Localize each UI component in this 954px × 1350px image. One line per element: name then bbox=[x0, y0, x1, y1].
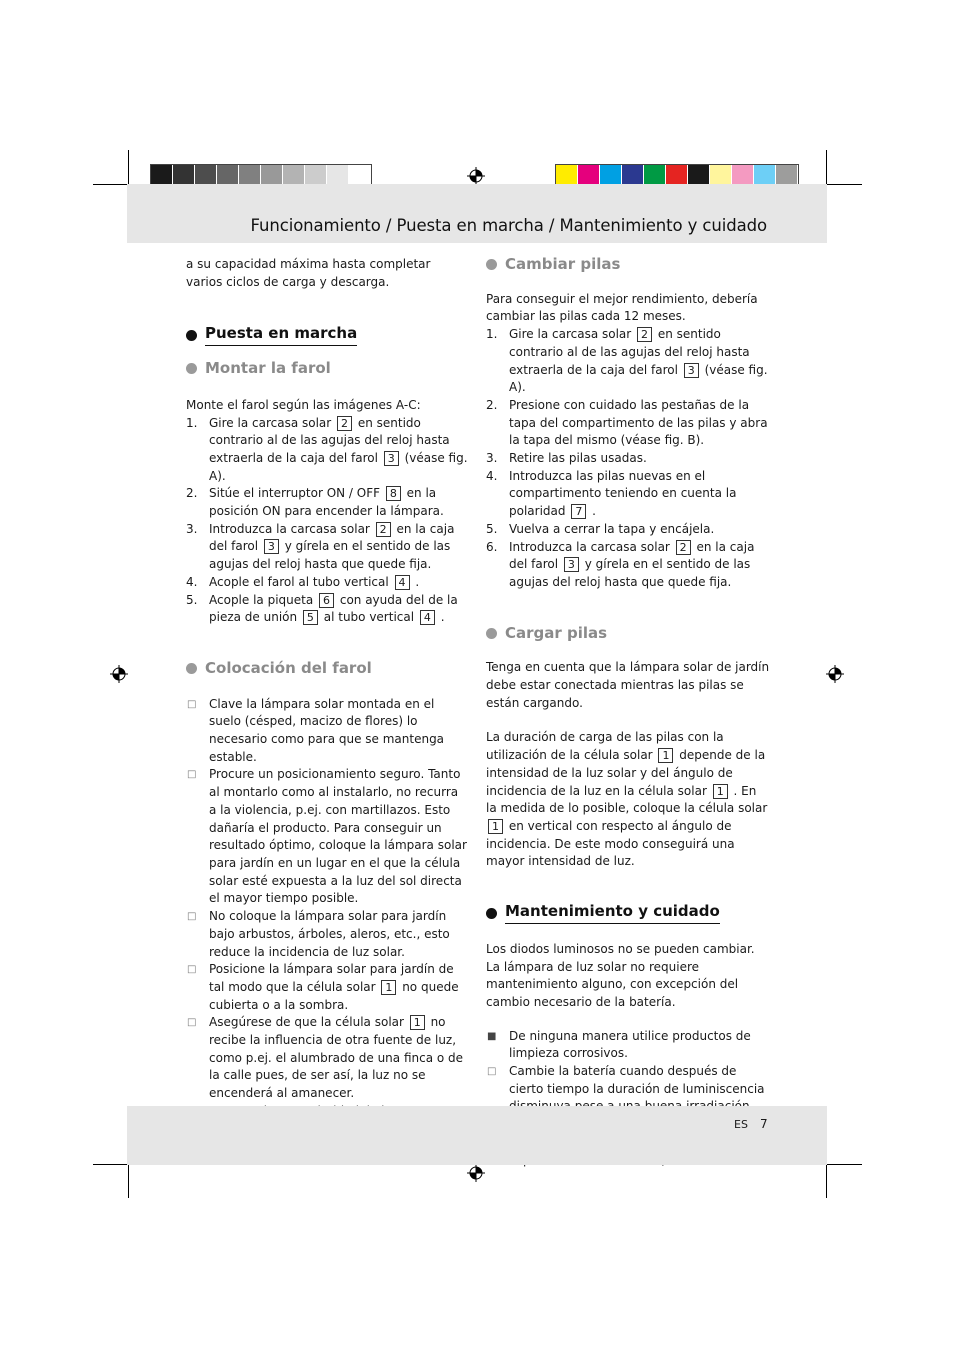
text-segment: La duración de carga de las pilas con la utilización de la célula solar bbox=[486, 730, 724, 763]
left-column bbox=[186, 256, 468, 1156]
text-segment: Acople el farol al tubo vertical bbox=[209, 574, 393, 589]
color-swatch bbox=[710, 165, 732, 186]
text-segment: depende de la intensidad de la luz solar y del ángulo de incidencia de la luz en la célula solar bbox=[486, 748, 766, 798]
reference-number-box: 8 bbox=[386, 486, 401, 501]
step-number: 5. bbox=[486, 521, 498, 536]
color-swatch bbox=[283, 165, 305, 186]
step-number: 3. bbox=[486, 451, 498, 466]
crop-mark bbox=[128, 150, 129, 186]
list-item bbox=[486, 326, 770, 397]
text-segment: y gírela en el sentido de las agujas del reloj hasta que quede fija. bbox=[509, 557, 751, 589]
text-segment: Introduzca la carcasa solar bbox=[509, 539, 674, 554]
list-item bbox=[486, 450, 770, 468]
intro-paragraph: a su capacidad máxima hasta completar varios ciclos de carga y descarga. bbox=[186, 257, 431, 289]
cambiar-intro: Para conseguir el mejor rendimiento, debería cambiar las pilas cada 12 meses. bbox=[486, 291, 758, 324]
page-number: 7 bbox=[760, 1117, 768, 1131]
text-segment: No coloque la lámpara solar para jardín bajo arbustos, árboles, aleros, etc., esto reduce la incidencia de luz solar. bbox=[209, 909, 450, 959]
list-item bbox=[486, 539, 770, 592]
section-heading: Puesta en marcha bbox=[186, 325, 468, 346]
color-swatch bbox=[305, 165, 327, 186]
color-swatch bbox=[195, 165, 217, 186]
bullet-dot-icon bbox=[186, 363, 197, 374]
reference-number-box: 2 bbox=[676, 540, 691, 555]
text-segment: en la caja del farol bbox=[509, 539, 755, 572]
registration-mark-icon bbox=[467, 1164, 485, 1182]
text-segment: . bbox=[436, 610, 445, 625]
color-swatch bbox=[239, 165, 261, 186]
step-number: 4. bbox=[186, 574, 198, 589]
crop-mark bbox=[826, 184, 862, 185]
footer-band bbox=[127, 1106, 827, 1165]
section-heading: Cargar pilas bbox=[486, 625, 770, 643]
reference-number-box: 1 bbox=[410, 1015, 425, 1030]
text-segment: De ninguna manera utilice productos de limpieza corrosivos. bbox=[509, 1028, 751, 1061]
crop-mark bbox=[93, 184, 129, 185]
text-segment: . En la medida de lo posible, coloque la célula solar bbox=[486, 783, 768, 816]
reference-number-box: 2 bbox=[637, 327, 652, 342]
list-item bbox=[186, 961, 468, 1014]
list-item bbox=[486, 521, 770, 539]
registration-mark-icon bbox=[467, 167, 485, 185]
reference-number-box: 4 bbox=[420, 610, 435, 625]
color-swatch bbox=[556, 165, 578, 186]
section-heading: Montar la farol bbox=[186, 360, 468, 378]
crop-mark bbox=[128, 1162, 129, 1198]
color-swatch bbox=[622, 165, 644, 186]
section-heading: Mantenimiento y cuidado bbox=[486, 903, 770, 924]
list-item bbox=[186, 592, 468, 627]
list-item bbox=[186, 521, 468, 574]
text-segment: Cambie la batería cuando después de cierto tiempo la duración de luminiscencia bbox=[509, 1064, 765, 1096]
color-swatch bbox=[349, 165, 371, 186]
crop-mark bbox=[826, 1164, 862, 1165]
text-segment: Clave la lámpara solar montada en el suelo (césped, macizo de flores) lo necesario como para que se mantenga estable. bbox=[209, 696, 445, 764]
square-bullet-icon: □ bbox=[187, 964, 197, 976]
square-bullet-icon: □ bbox=[187, 1017, 197, 1029]
list-item bbox=[486, 397, 770, 450]
registration-mark-icon bbox=[826, 665, 844, 683]
text-segment: Retire las pilas usadas. bbox=[509, 451, 647, 466]
reference-number-box: 3 bbox=[384, 451, 399, 466]
list-item bbox=[186, 415, 468, 486]
reference-number-box: 5 bbox=[303, 610, 318, 625]
reference-number-box: 3 bbox=[264, 539, 279, 554]
list-item bbox=[186, 766, 468, 908]
step-number: 1. bbox=[486, 327, 498, 342]
bullet-dot-icon bbox=[486, 628, 497, 639]
reference-number-box: 1 bbox=[713, 784, 728, 799]
header-band bbox=[127, 184, 827, 243]
list-item bbox=[186, 485, 468, 520]
section-heading: Colocación del farol bbox=[186, 660, 468, 678]
text-segment: . bbox=[588, 504, 596, 519]
text-segment: no recibe la influencia de otra fuente de luz, como p.ej. el alumbrado de una finca o de la calle pues, de ser así, la luz no se encenderá al amanecer. bbox=[209, 1015, 464, 1101]
step-number: 5. bbox=[186, 592, 198, 607]
text-segment: Gire la carcasa solar bbox=[509, 327, 636, 342]
list-item bbox=[186, 574, 468, 592]
colocacion-list bbox=[186, 696, 468, 1156]
bullet-dot-icon bbox=[486, 259, 497, 270]
square-bullet-icon: □ bbox=[187, 911, 197, 923]
text-segment: en la caja del farol bbox=[209, 521, 455, 554]
color-swatch bbox=[151, 165, 173, 186]
step-number: 2. bbox=[186, 486, 198, 501]
text-segment: Introduzca la carcasa solar bbox=[209, 521, 374, 536]
step-number: 3. bbox=[186, 521, 198, 536]
cargar-paragraph-2 bbox=[486, 729, 770, 871]
color-swatch bbox=[776, 165, 798, 186]
text-segment: en vertical con respecto al ángulo de incidencia. De este modo conseguirá una mayor intensidad de luz. bbox=[486, 818, 735, 869]
list-item bbox=[186, 908, 468, 961]
reference-number-box: 2 bbox=[376, 522, 391, 537]
crop-mark bbox=[826, 1162, 827, 1198]
reference-number-box: 6 bbox=[319, 593, 334, 608]
text-segment: . bbox=[411, 574, 420, 589]
list-item bbox=[486, 1028, 770, 1063]
color-swatch bbox=[600, 165, 622, 186]
color-swatch bbox=[173, 165, 195, 186]
registration-mark-icon bbox=[110, 665, 128, 683]
crop-mark bbox=[826, 150, 827, 186]
text-segment: Acople la piqueta bbox=[209, 592, 318, 607]
text-segment: Asegúrese de que la célula solar bbox=[209, 1015, 408, 1030]
square-bullet-icon: □ bbox=[487, 1066, 497, 1078]
color-swatch bbox=[578, 165, 600, 186]
text-segment: Vuelva a cerrar la tapa y encájela. bbox=[509, 521, 715, 536]
color-swatch bbox=[666, 165, 688, 186]
bullet-dot-icon bbox=[186, 663, 197, 674]
list-item bbox=[486, 468, 770, 521]
text-segment: (véase fig. A). bbox=[209, 450, 468, 483]
reference-number-box: 1 bbox=[658, 748, 673, 763]
text-segment: y gírela en el sentido de las agujas del reloj hasta que quede fija. bbox=[209, 539, 451, 572]
text-segment: Presione con cuidado las pestañas de la tapa del compartimento de las pilas y abra la tapa del mismo (véase fig. B). bbox=[509, 397, 768, 448]
right-column bbox=[486, 256, 770, 1169]
color-swatch bbox=[688, 165, 710, 186]
bullet-dot-icon bbox=[186, 330, 197, 341]
reference-number-box: 7 bbox=[571, 504, 586, 519]
text-segment: no quede cubierta o a la sombra. bbox=[209, 979, 459, 1012]
text-segment: Introduzca las pilas nuevas en el compartimento teniendo en cuenta la polaridad bbox=[509, 468, 737, 519]
montar-intro: Monte el farol según las imágenes A-C: bbox=[186, 397, 421, 412]
text-segment: en la posición ON para encender la lámpara. bbox=[209, 486, 444, 519]
reference-number-box: 3 bbox=[684, 363, 699, 378]
text-segment: Gire la carcasa solar bbox=[209, 415, 336, 430]
text-segment: Posicione la lámpara solar para jardín de tal modo que la célula solar bbox=[209, 962, 454, 994]
step-number: 4. bbox=[486, 468, 498, 483]
text-segment: en sentido contrario al de las agujas del reloj hasta extraerla de la caja del farol bbox=[209, 415, 450, 465]
reference-number-box: 3 bbox=[564, 557, 579, 572]
reference-number-box: 2 bbox=[337, 416, 352, 431]
text-segment: en sentido contrario al de las agujas del reloj hasta extraerla de la caja del farol bbox=[509, 327, 750, 377]
color-swatch bbox=[732, 165, 754, 186]
color-swatch bbox=[261, 165, 283, 186]
language-code: ES bbox=[734, 1118, 748, 1131]
step-number: 1. bbox=[186, 415, 198, 430]
cambiar-steps-list bbox=[486, 326, 770, 592]
color-swatch bbox=[644, 165, 666, 186]
mantenimiento-paragraph: Los diodos luminosos no se pueden cambiar. La lámpara de luz solar no requiere mantenimiento alguno, con excepción del cambio necesario de la batería. bbox=[486, 941, 755, 1009]
section-heading: Cambiar pilas bbox=[486, 256, 770, 274]
text-segment: Sitúe el interruptor ON / OFF bbox=[209, 486, 384, 501]
step-number: 2. bbox=[486, 397, 498, 412]
bullet-dot-icon bbox=[486, 908, 497, 919]
filled-square-bullet-icon: ■ bbox=[487, 1030, 497, 1042]
color-swatch bbox=[754, 165, 776, 186]
color-swatch bbox=[217, 165, 239, 186]
step-number: 6. bbox=[486, 539, 498, 554]
list-item bbox=[186, 1014, 468, 1103]
cargar-paragraph-1: Tenga en cuenta que la lámpara solar de jardín debe estar conectada mientras las pilas se están cargando. bbox=[486, 660, 770, 710]
reference-number-box: 4 bbox=[395, 575, 410, 590]
crop-mark bbox=[93, 1164, 129, 1165]
list-item bbox=[186, 696, 468, 767]
text-segment: Procure un posicionamiento seguro. Tanto al montarlo como al instalarlo, no recurra a la violencia, p.ej. con martillazos. Esto dañaría el producto. Para conseguir un resultado óptimo, coloque la lámpara solar para jardín en un lugar en el que la célula solar esté expuesta a la luz del sol directa el mayor tiempo posible. bbox=[209, 767, 467, 906]
text-segment: (véase fig. A). bbox=[509, 362, 768, 395]
color-swatch bbox=[327, 165, 349, 186]
montar-steps-list bbox=[186, 415, 468, 627]
text-segment: con ayuda del de la pieza de unión bbox=[209, 592, 458, 625]
text-segment: al tubo vertical bbox=[319, 610, 418, 625]
square-bullet-icon: □ bbox=[187, 698, 197, 710]
square-bullet-icon: □ bbox=[187, 769, 197, 781]
reference-number-box: 1 bbox=[381, 980, 396, 995]
page-title: Funcionamiento / Puesta en marcha / Mantenimiento y cuidado bbox=[250, 216, 767, 235]
reference-number-box: 1 bbox=[488, 819, 503, 834]
